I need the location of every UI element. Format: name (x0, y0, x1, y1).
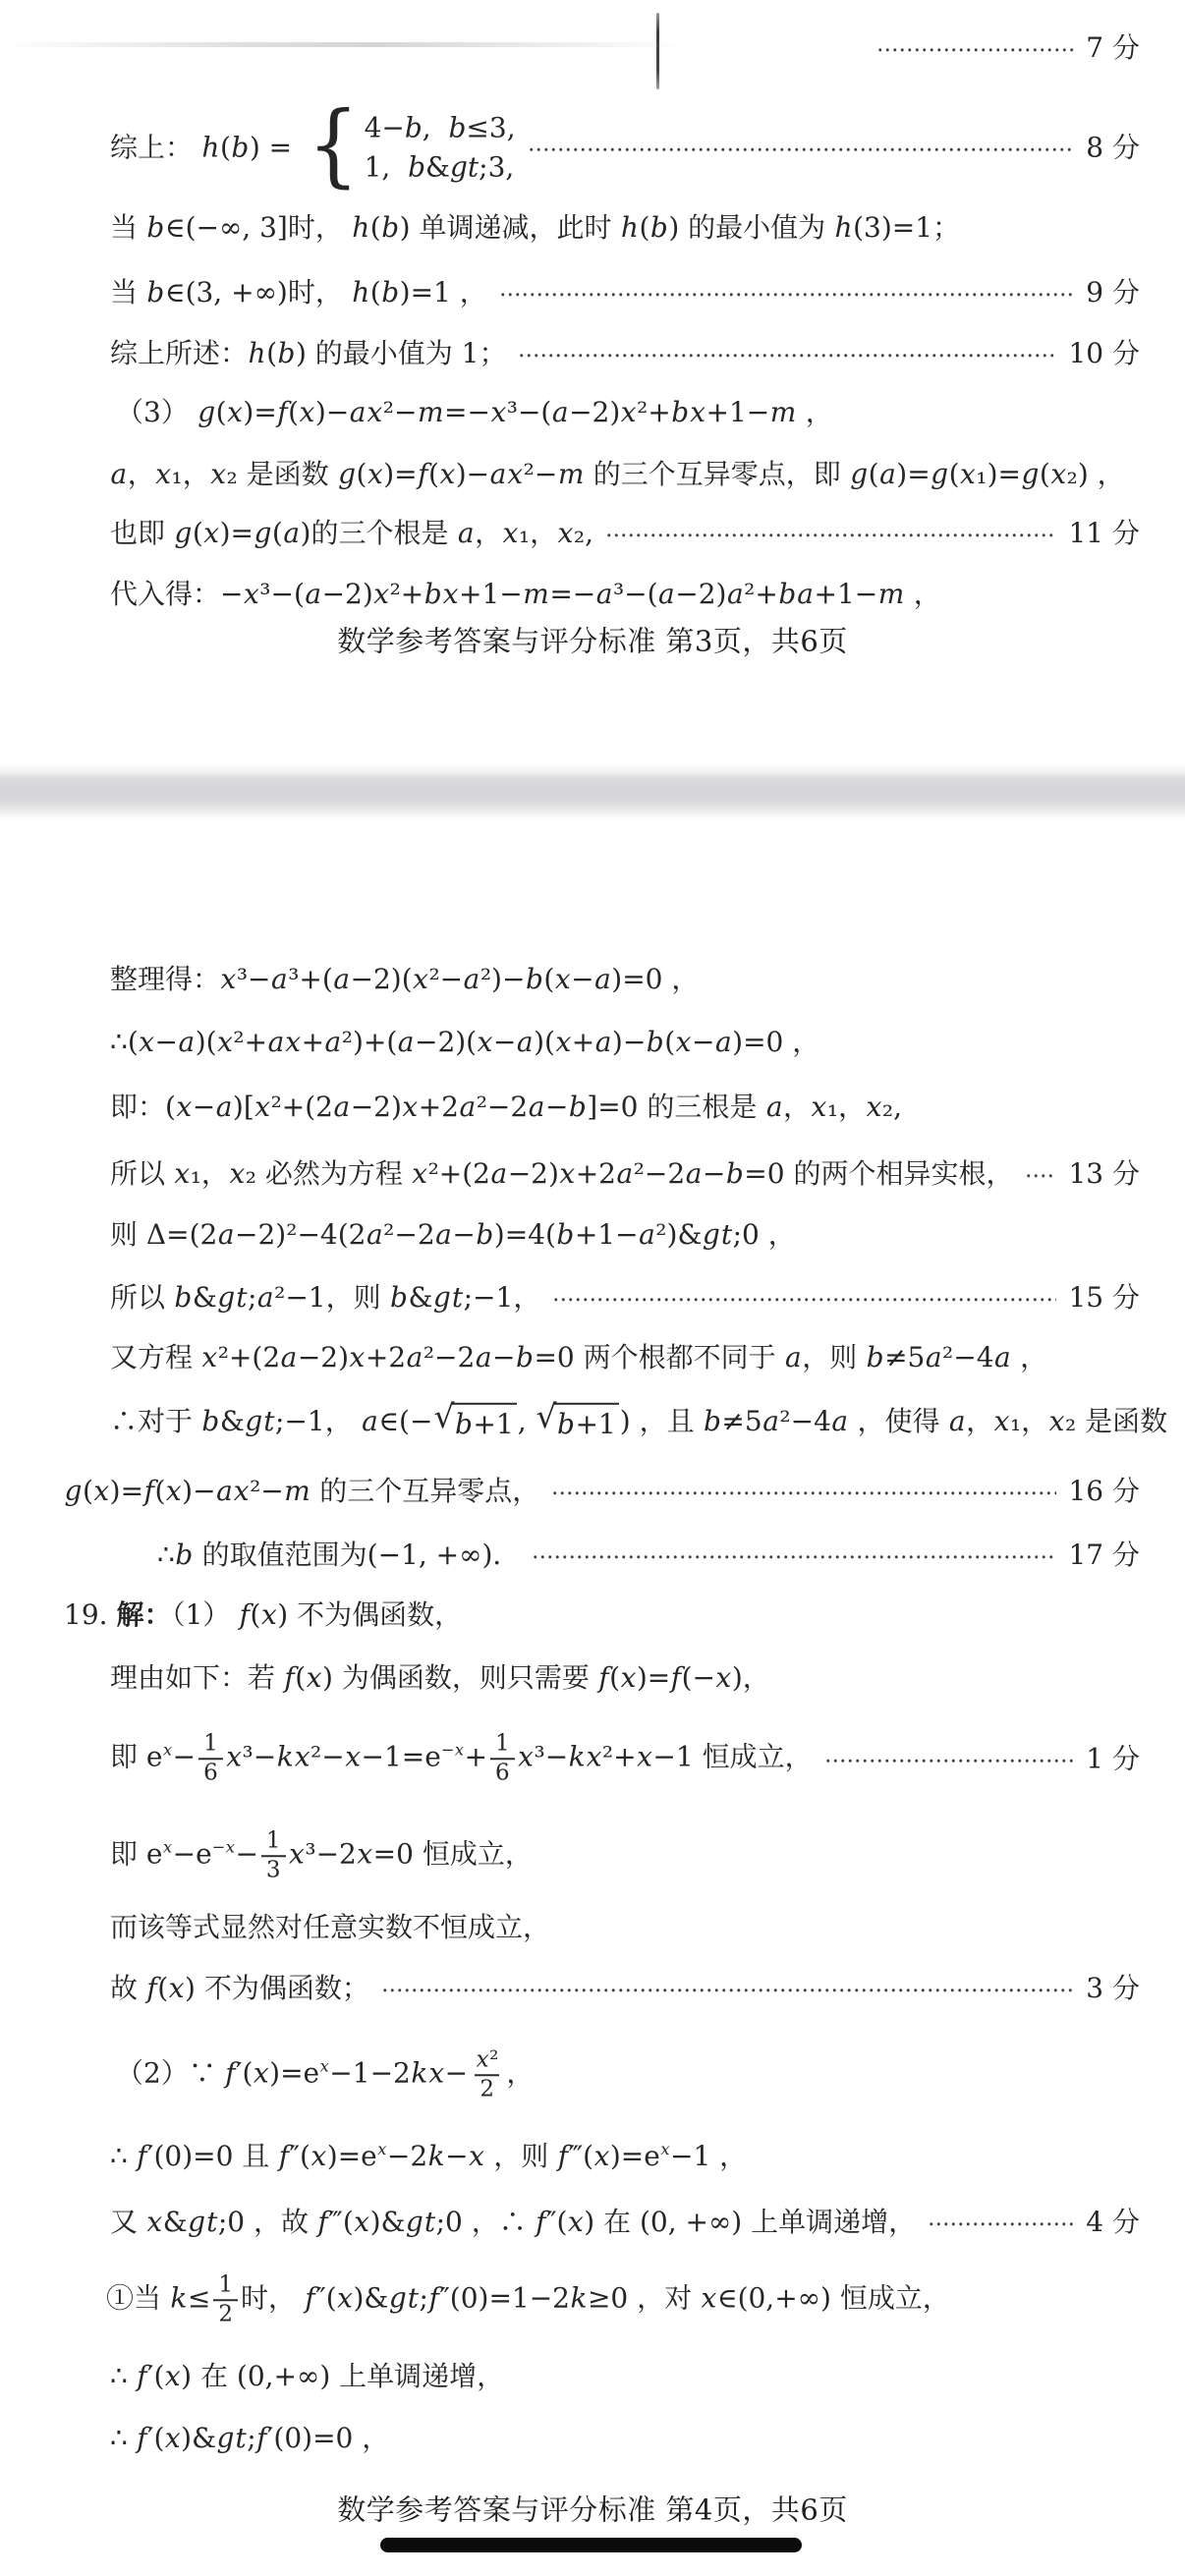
document-line (110, 1340, 1047, 1375)
document-line (110, 1827, 533, 1884)
document-line (106, 2271, 950, 2328)
dot-leader (552, 1296, 1056, 1304)
fraction: $\frac{1}{3}$ (261, 1827, 286, 1884)
scan-vertical-line-artifact (656, 13, 659, 89)
line-text: 故 f(x) 不为偶函数； (110, 1971, 369, 2004)
document-line (116, 395, 833, 430)
line-text: 综上所述：h(b) 的最小值为 1； (110, 336, 507, 369)
line-text: ∴ f′(0)=0 且 $f''(x)=e^x-2k-x$ ，则 $f‴(x)=e^x-1$ ， (110, 2139, 748, 2172)
document-line (110, 962, 699, 997)
line-text: ∴(x−a)(x²+ax+a²)+(a−2)(x−a)(x+a)−b(x−a)=0 ， (110, 1025, 820, 1058)
line-text: 整理得：x³−a³+(a−2)(x²−a²)−b(x−a)=0 ， (110, 962, 700, 995)
document-line (110, 577, 941, 612)
document-line (110, 275, 1140, 310)
line-text: 也即 g(x)=g(a)的三个根是 a，x₁，x₂, (110, 516, 594, 549)
line-text: ①当 k≤ $\frac{1}{2}$ 时， f″(x)&gt;f″(0)=1−2k≥0 ，对 x∈(0,+∞) 恒成立， (106, 2271, 950, 2326)
superscript: x (162, 1740, 173, 1760)
score-label: 13 分 (1068, 1156, 1140, 1190)
line-text: （2）∵ $f'(x)=e^x-1-2kx-$ $\frac{\text{x²}}{2}$ ， (116, 2046, 535, 2101)
fraction: $\frac{1}{2}$ (213, 2271, 238, 2328)
score-label: 4 分 (1086, 2205, 1140, 2238)
document-line (110, 336, 1140, 371)
document-line (110, 1025, 819, 1060)
page-4-footer: 数学参考答案与评分标准 第4页，共6页 (337, 2492, 848, 2527)
document-line (110, 2139, 747, 2174)
line-text: 综上： h(b) = (110, 130, 302, 163)
line-text: ∴ f′(x)&gt;f′(0)=0 ， (110, 2421, 390, 2454)
score-label: 10 分 (1068, 336, 1140, 369)
document-line (110, 210, 960, 246)
page-separator-band (0, 762, 1185, 819)
document-line (116, 2046, 534, 2103)
line-text: 代入得：−x³−(a−2)x²+bx+1−m=−a³−(a−2)a²+ba+1−m ， (110, 577, 941, 610)
dot-leader (605, 532, 1056, 539)
document-line (64, 1597, 462, 1633)
bold-text: 解： (116, 1597, 172, 1631)
line-text: （3） g(x)=f(x)−ax²−m=−x³−(a−2)x²+bx+1−m ， (116, 395, 833, 428)
document-line (110, 1280, 1140, 1316)
score-label: 8 分 (1086, 130, 1140, 163)
fraction: $\frac{1}{6}$ (490, 1730, 515, 1787)
line-text: 当 b∈(−∞, 3]时， h(b) 单调递减，此时 h(b) 的最小值为 h(3)=1； (110, 210, 961, 244)
document-line (110, 516, 1140, 551)
piecewise-brace (301, 91, 516, 197)
dot-leader (381, 1987, 1074, 1994)
superscript: −x (440, 1740, 465, 1760)
line-text: 理由如下：若 f(x) 为偶函数，则只需要 f(x)=f(−x)， (110, 1660, 770, 1694)
score-label: 11 分 (1068, 516, 1140, 549)
document-line (110, 1396, 1168, 1442)
dot-leader (824, 1757, 1075, 1764)
score-label: 17 分 (1068, 1538, 1140, 1571)
dot-leader (499, 291, 1075, 299)
dot-leader (928, 2220, 1074, 2228)
document-line (110, 457, 1125, 492)
document-line (110, 1660, 770, 1696)
document-line (64, 1474, 1140, 1509)
fraction: $\frac{1}{6}$ (198, 1730, 223, 1787)
line-text: 即 $e^x-$ $\frac{1}{6}$ $x^3-kx^2-x-1=e^{-x}+$ $\frac{1}{6}$ x³−kx²+x−1 恒成立， (110, 1730, 813, 1785)
document-line (110, 1730, 1140, 1787)
dot-leader (876, 46, 1074, 54)
line-text: ∴ f′(x) 在 (0,+∞) 上单调递增， (110, 2359, 505, 2392)
superscript: x (319, 2056, 329, 2076)
piecewise-case: 4−b, b≤3, (364, 111, 516, 144)
line-text: ∴对于 b&gt;−1， a∈(− √ b+1 , √ b+1 ) ，且 b≠5a²−4a ，使得 a，x₁，x₂ 是函数 (110, 1403, 1167, 1442)
document-line (110, 1217, 796, 1253)
score-label: 15 分 (1068, 1280, 1140, 1314)
superscript: x (660, 2139, 670, 2158)
line-text: ∴b 的取值范围为(−1, +∞)． (157, 1538, 521, 1571)
document-line (157, 1538, 1140, 1573)
score-label: 3 分 (1086, 1971, 1140, 2004)
faded-dotted-line-artifact (0, 42, 683, 47)
score-label: 9 分 (1086, 275, 1140, 308)
sqrt-radical: √ b+1 (433, 1403, 516, 1442)
dot-leader (518, 352, 1056, 360)
fraction: $\frac{\text{x²}}{2}$ (476, 2046, 499, 2101)
document-line (110, 1971, 1140, 2006)
document-line (110, 1910, 550, 1945)
document-line (110, 91, 1140, 197)
page-3-footer: 数学参考答案与评分标准 第3页，共6页 (337, 624, 848, 658)
piecewise-case: 1, b&gt;3, (364, 150, 515, 184)
line-text: 即 $e^x-e^{-x}-$ $\frac{1}{3}$ x³−2x=0 恒成立， (110, 1827, 533, 1882)
score-label: 16 分 (1068, 1474, 1140, 1507)
document-line (110, 2359, 504, 2394)
line-text: g(x)=f(x)−ax²−m 的三个互异零点， (64, 1474, 540, 1507)
dot-leader (1025, 1172, 1056, 1180)
score-label: 1 分 (1086, 1741, 1140, 1774)
score-label: 7 分 (1086, 30, 1140, 64)
superscript: −x (211, 1837, 235, 1857)
left-brace: { (307, 91, 360, 197)
document-line (110, 2421, 389, 2456)
line-text: 所以 b&gt;a²−1，则 b&gt;−1， (110, 1280, 541, 1314)
line-text: 又方程 x²+(2a−2)x+2a²−2a−b=0 两个根都不同于 a，则 b≠5a²−4a ， (110, 1340, 1048, 1373)
line-text: 而该等式显然对任意实数不恒成立， (110, 1910, 551, 1943)
document-line (110, 2205, 1140, 2240)
sqrt-radical: √ b+1 (536, 1403, 619, 1442)
line-text: a，x₁，x₂ 是函数 g(x)=f(x)−ax²−m 的三个互异零点，即 g(a)=g(x₁)=g(x₂) ， (110, 457, 1125, 490)
scan-edge-black-bar (380, 2538, 802, 2552)
line-text: 又 x&gt;0 ，故 f‴(x)&gt;0 ，∴ f″(x) 在 (0, +∞) 上单调递增， (110, 2205, 917, 2238)
dot-leader (532, 1553, 1056, 1561)
superscript: x (162, 1837, 173, 1857)
line-text: 所以 x₁，x₂ 必然为方程 x²+(2a−2)x+2a²−2a−b=0 的两个相异实根， (110, 1156, 1014, 1190)
dot-leader (551, 1489, 1056, 1497)
line-text: 19. 解：（1） f(x) 不为偶函数， (64, 1597, 463, 1631)
dot-leader (528, 145, 1075, 153)
document-line (110, 1156, 1140, 1192)
line-text: 则 Δ=(2a−2)²−4(2a²−2a−b)=4(b+1−a²)&gt;0 ， (110, 1217, 796, 1251)
document-line (865, 30, 1140, 66)
document-line (110, 1090, 902, 1125)
line-text: 当 b∈(3, +∞)时， h(b)=1 ， (110, 275, 487, 308)
line-text: 即：(x−a)[x²+(2a−2)x+2a²−2a−b]=0 的三根是 a，x₁，x₂, (110, 1090, 902, 1123)
superscript: x (377, 2139, 387, 2158)
